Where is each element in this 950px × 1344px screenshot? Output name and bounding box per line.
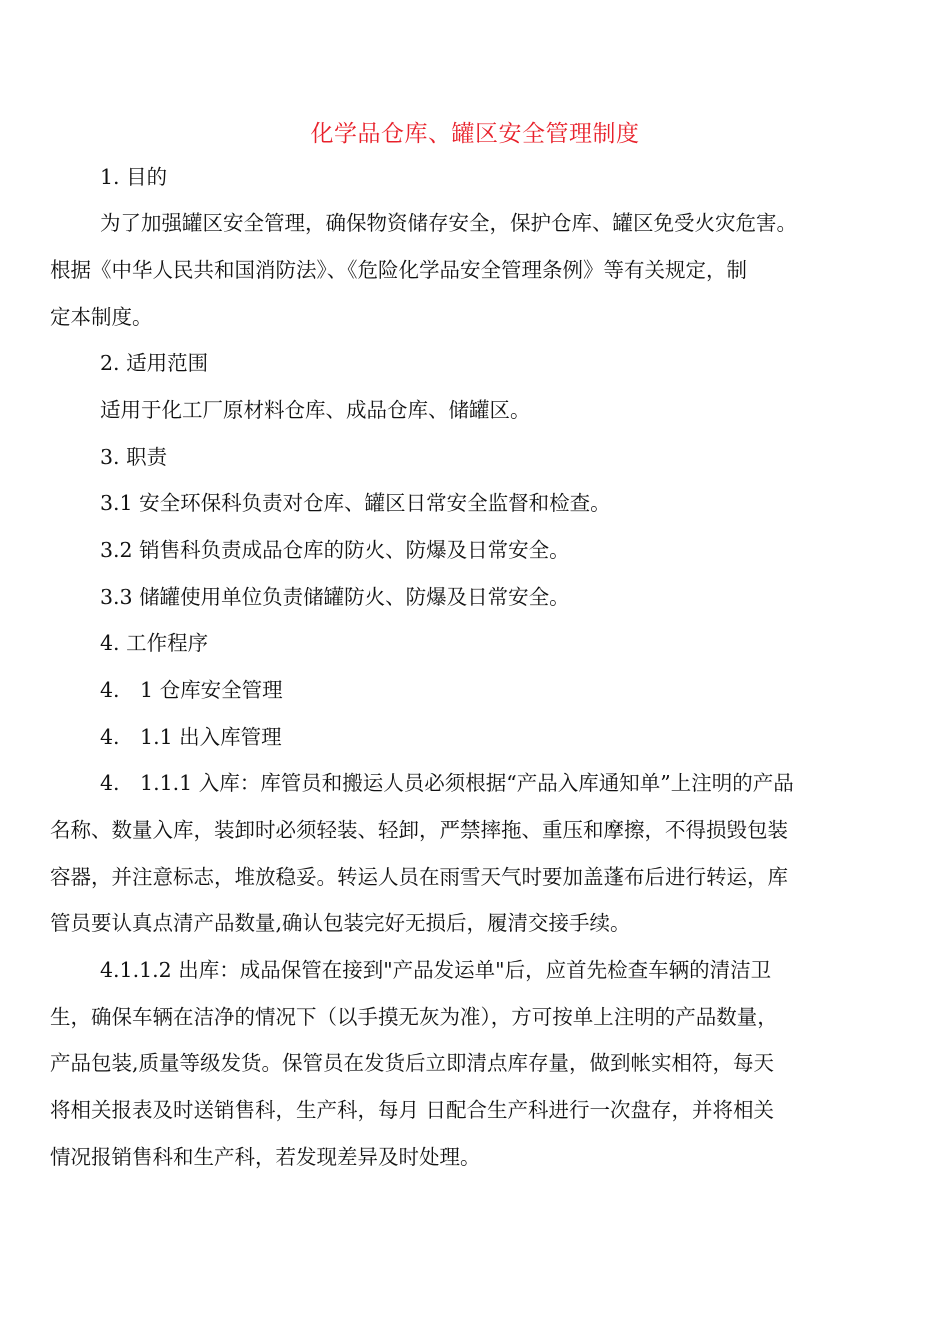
section-heading-purpose: 1. 目的 xyxy=(100,165,168,189)
subsection-heading: 4. 1.1 出入库管理 xyxy=(100,725,282,749)
body-line: 4. 1.1.1 入库：库管员和搬运人员必须根据“产品入库通知单”上注明的产品 xyxy=(100,771,794,795)
body-line: 适用于化工厂原材料仓库、成品仓库、储罐区。 xyxy=(100,398,531,422)
body-line: 生，确保车辆在洁净的情况下（以手摸无灰为准），方可按单上注明的产品数量， xyxy=(50,1005,778,1029)
body-line: 3.3 储罐使用单位负责储罐防火、防爆及日常安全。 xyxy=(100,585,570,609)
body-line: 根据《中华人民共和国消防法》、《危险化学品安全管理条例》等有关规定，制 xyxy=(50,258,747,282)
body-line: 定本制度。 xyxy=(50,305,153,329)
body-line: 将相关报表及时送销售科，生产科，每月 日配合生产科进行一次盘存，并将相关 xyxy=(50,1098,775,1122)
body-line: 为了加强罐区安全管理，确保物资储存安全，保护仓库、罐区免受火灾危害。 xyxy=(100,211,797,235)
body-line: 产品包装,质量等级发货。保管员在发货后立即清点库存量，做到帐实相符，每天 xyxy=(50,1051,775,1075)
body-line: 4.1.1.2 出库：成品保管在接到"产品发运单"后，应首先检查车辆的清洁卫 xyxy=(100,958,772,982)
section-heading-procedures: 4. 工作程序 xyxy=(100,631,209,655)
body-line: 容器，并注意标志，堆放稳妥。转运人员在雨雪天气时要加盖蓬布后进行转运，库 xyxy=(50,865,788,889)
body-line: 管员要认真点清产品数量,确认包装完好无损后，履清交接手续。 xyxy=(50,911,631,935)
subsection-heading: 4. 1 仓库安全管理 xyxy=(100,678,283,702)
body-line: 3.2 销售科负责成品仓库的防火、防爆及日常安全。 xyxy=(100,538,570,562)
document-title: 化学品仓库、罐区安全管理制度 xyxy=(310,121,640,147)
section-heading-responsibilities: 3. 职责 xyxy=(100,445,168,469)
section-heading-scope: 2. 适用范围 xyxy=(100,351,209,375)
body-line: 3.1 安全环保科负责对仓库、罐区日常安全监督和检查。 xyxy=(100,491,611,515)
body-line: 名称、数量入库，装卸时必须轻装、轻卸，严禁摔拖、重压和摩擦，不得损毁包装 xyxy=(50,818,788,842)
body-line: 情况报销售科和生产科，若发现差异及时处理。 xyxy=(50,1145,481,1169)
